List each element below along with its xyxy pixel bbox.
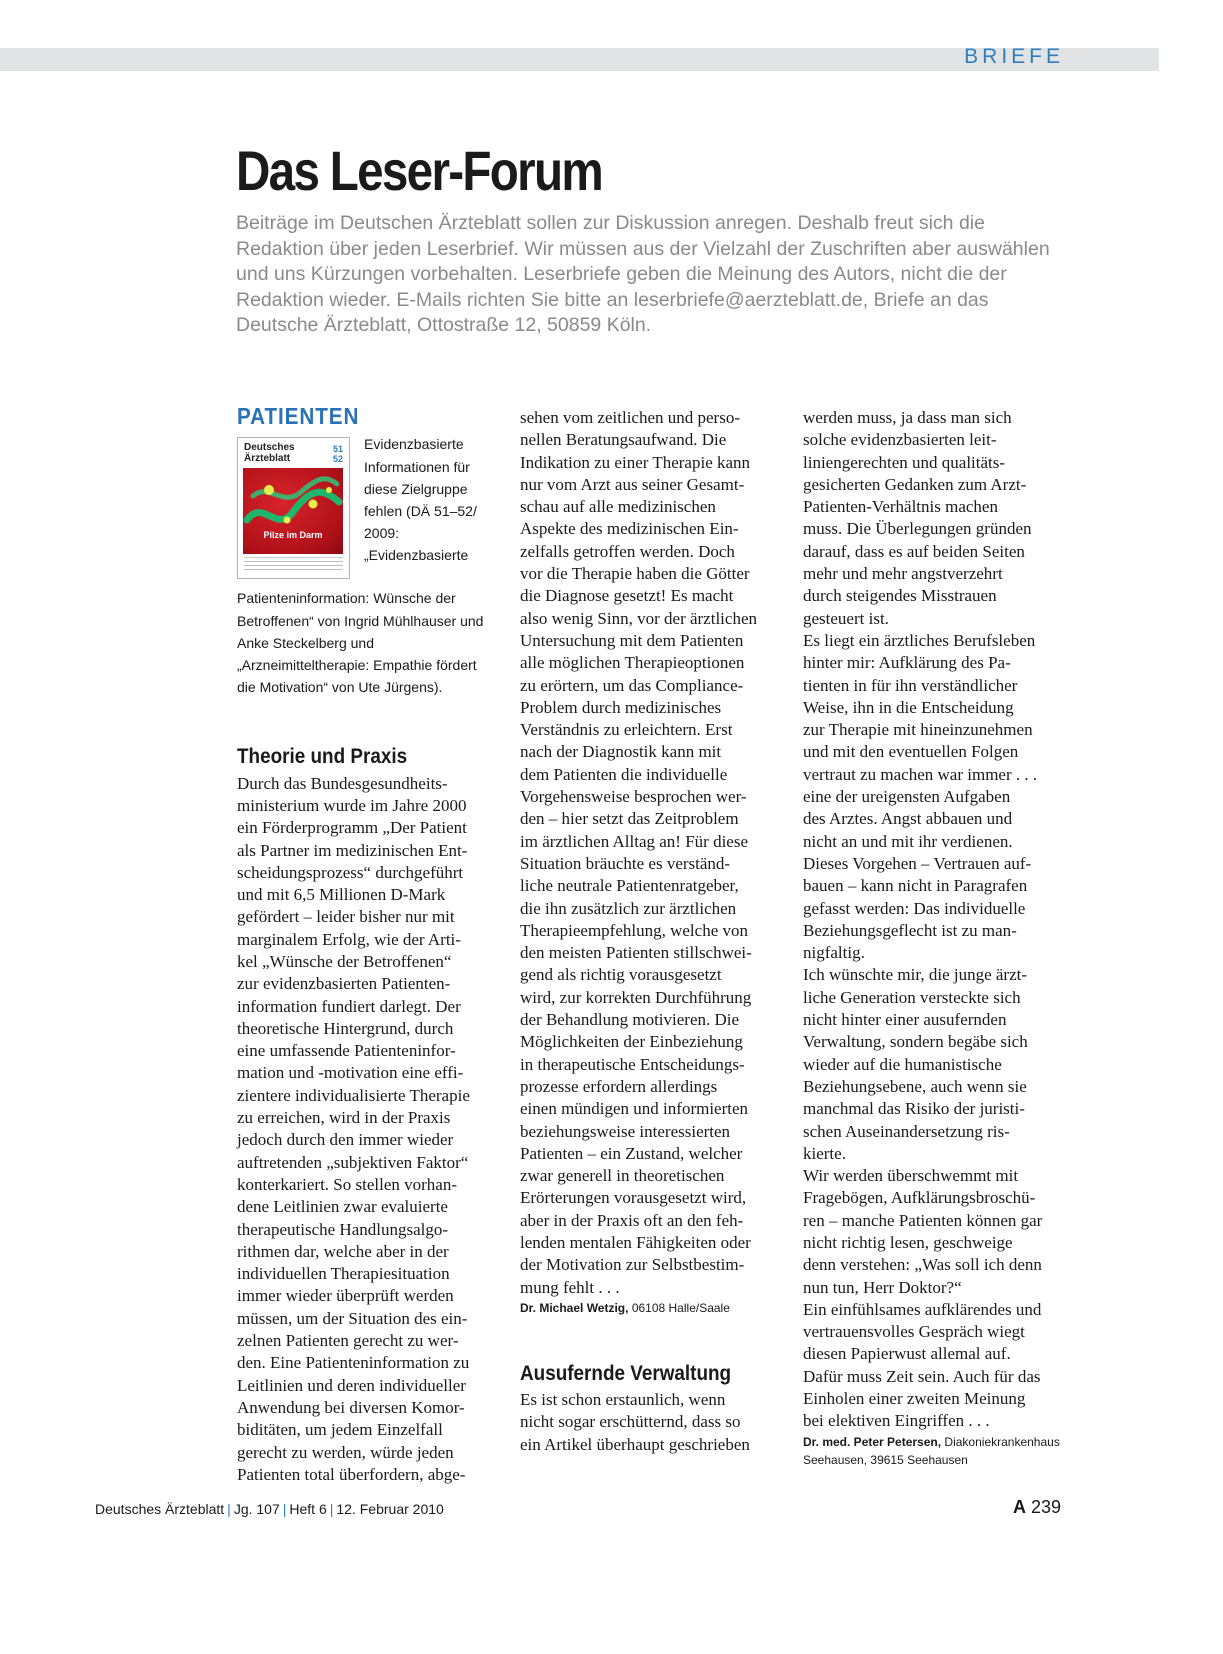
column-2 [520,407,778,1456]
letter-heading: Theorie und Praxis [237,745,408,769]
footer-date: 12. Februar 2010 [336,1501,444,1517]
cover-masthead: Deutsches Ärzteblatt [244,442,295,465]
cover-issue: 51 52 [332,444,343,465]
author-name: Dr. med. Peter Petersen, [803,1434,942,1449]
author-location: 06108 Halle/Saale [631,1300,730,1315]
footer-volume: Jg. 107 [233,1501,280,1517]
footer-separator: | [282,1501,287,1517]
page-number [1013,1497,1061,1518]
letter-heading: Ausufernde Verwaltung [520,1361,732,1385]
footer-separator: | [329,1501,334,1517]
cover-headline: Pilze im Darm [263,530,323,541]
letter-signature [520,1299,778,1317]
cover-illustration [243,468,343,554]
column-1 [237,405,493,1486]
letter-body: Es ist schon erstaunlich, wenn nicht sogar erschütternd, dass so ein Artikel überhaupt geschrieben [520,1390,750,1454]
reference-box [237,433,493,698]
intro-text: Beiträge im Deutschen Ärzteblatt sollen zur Diskussion anregen. Deshalb freut sich die Redaktion über jeden Leserbrief. Wir müssen aus der Vielzahl der Zuschriften aber auswählen und uns Kürzungen vorbehalten. Leserbriefe geben die Meinung des Autors, nicht die der Redaktion wieder. E-Mails richten Sie bitte an leserbriefe@aerzteblatt.de, Briefe an das Deutsche Ärzteblatt, Ottostraße 12, 50859 Köln. [236,212,1050,337]
reference-text: Evidenzbasierte Informationen für diese Zielgruppe fehlen (DÄ 51–52/ 2009: „Evidenzbasierte Patienteninformation: Wünsche der Betroffenen“ von Ingrid Mühlhauser und Anke Steckelberg und „Arzneimitteltherapie: Empathie fördert die Motivation“ von Ute Jürgens). [237,436,484,696]
column-3 [803,407,1063,1469]
page-number-value: 239 [1030,1497,1061,1517]
footer-issue: Heft 6 [289,1501,327,1517]
magazine-cover-image [237,437,350,579]
letter-body-continued: werden muss, ja dass man sich solche evidenzbasierten leit- liniengerechten und qualitäts- gesicherten Gedanken zum Arzt- Patienten-Verhältnis machen muss. Die Überlegungen gründen darauf, dass es auf beiden Seiten mehr und mehr angstverzehrt durch steigendes Misstrauen gesteuert ist. Es liegt ein ärztliches Berufsleben hinter mir: Aufklärung des Pa- tienten in für ihn verständlicher Weise, ihn in die Entscheidung zur Therapie mit hineinzunehmen und mit den eventuellen Folgen vertraut zu machen war immer . . . eine der ureigensten Aufgaben des Arztes. Angst abbauen und nicht an und mit ihr verdienen. Dieses Vorgehen – Vertrauen auf- bauen – kann nicht in Paragrafen gefasst werden: Das individuelle Beziehungsgeflecht ist zu man- nigfaltig. Ich wünschte mir, die junge ärzt- liche Generation versteckte sich nicht hinter einer ausufernden Verwaltung, sondern begäbe sich wieder auf die humanistische Beziehungsebene, auch wenn sie manchmal das Risiko der juristi- schen Auseinandersetzung ris- kierte. Wir werden überschwemmt mit Fragebögen, Aufklärungsbroschü- ren – manche Patienten können gar nicht richtig lesen, geschweige denn verstehen: „Was soll ich denn nun tun, Herr Doktor?“ Ein einfühlsames aufklärendes und vertrauensvolles Gespräch wiegt diesen Papierwust allemal auf. Dafür muss Zeit sein. Auch für das Einholen einer zweiten Meinung bei elektiven Eingriffen . . . [803,408,1043,1431]
author-location: Diakoniekrankenhaus Seehausen, 39615 Seehausen [803,1434,1060,1467]
footer-separator: | [227,1501,231,1517]
category-heading: PATIENTEN [237,403,360,429]
section-label: BRIEFE [964,45,1064,68]
letter-signature [803,1433,1063,1469]
footer-journal: Deutsches Ärzteblatt [95,1501,225,1517]
author-name: Dr. Michael Wetzig, [520,1300,629,1315]
cover-footer-lines [244,557,343,572]
letter-body-continued: sehen vom zeitlichen und perso- nellen Beratungsaufwand. Die Indikation zu einer Therapie kann nur vom Arzt aus seiner Gesamt- schau auf alle medizinischen Aspekte des medizinischen Ein- zelfalls getroffen werden. Doch vor die Therapie haben die Götter die Diagnose gesetzt! Es macht also wenig Sinn, vor der ärztlichen Untersuchung mit dem Patienten alle möglichen Therapieoptionen zu erörtern, um das Compliance- Problem durch medizinisches Verständnis zu erleichtern. Erst nach der Diagnostik kann mit dem Patienten die individuelle Vorgehensweise besprochen wer- den – hier setzt das Zeitproblem im ärztlichen Alltag an! Für diese Situation bräuchte es verständ- liche neutrale Patientenratgeber, die ihn zusätzlich zur ärztlichen Therapieempfehlung, welche von den meisten Patienten stillschwei- gend als richtig vorausgesetzt wird, zur korrekten Durchführung der Behandlung motivieren. Die Möglichkeiten der Einbeziehung in therapeutische Entscheidungs- prozesse erfordern allerdings einen mündigen und informierten beziehungsweise interessierten Patienten – ein Zustand, welcher zwar generell in theoretischen Erörterungen vorausgesetzt wird, aber in der Praxis oft an den feh- lenden mentalen Fähigkeiten oder der Motivation zur Selbstbestim- mung fehlt . . . [520,408,757,1297]
page-prefix: A [1012,1497,1026,1517]
page-footer [95,1501,444,1517]
letter-body: Durch das Bundesgesundheits- ministerium wurde im Jahre 2000 ein Förderprogramm „Der Patient als Partner im medizinischen Ent- scheidungsprozess“ durchgeführt und mit 6,5 Millionen D-Mark gefördert – leider bisher nur mit marginalem Erfolg, wie der Arti- kel „Wünsche der Betroffenen“ zur evidenzbasierten Patienten- information fundiert darlegt. Der theoretische Hintergrund, durch eine umfassende Patienteninfor- mation und -motivation eine effi- zientere individualisierte Therapie zu erreichen, wird in der Praxis jedoch durch den immer wieder auftretenden „subjektiven Faktor“ konterkariert. So stellen vorhan- dene Leitlinien zwar evaluierte therapeutische Handlungsalgo- rithmen dar, welche aber in der individuellen Therapiesituation immer wieder überprüft werden müssen, um der Situation des ein- zelnen Patienten gerecht zu wer- den. Eine Patienteninformation zu Leitlinien und deren individueller Anwendung bei diversen Komor- biditäten, um jedem Einzelfall gerecht zu werden, würde jeden Patienten total überfordern, abge- [237,773,470,1484]
page-title: Das Leser-Forum [236,139,602,202]
